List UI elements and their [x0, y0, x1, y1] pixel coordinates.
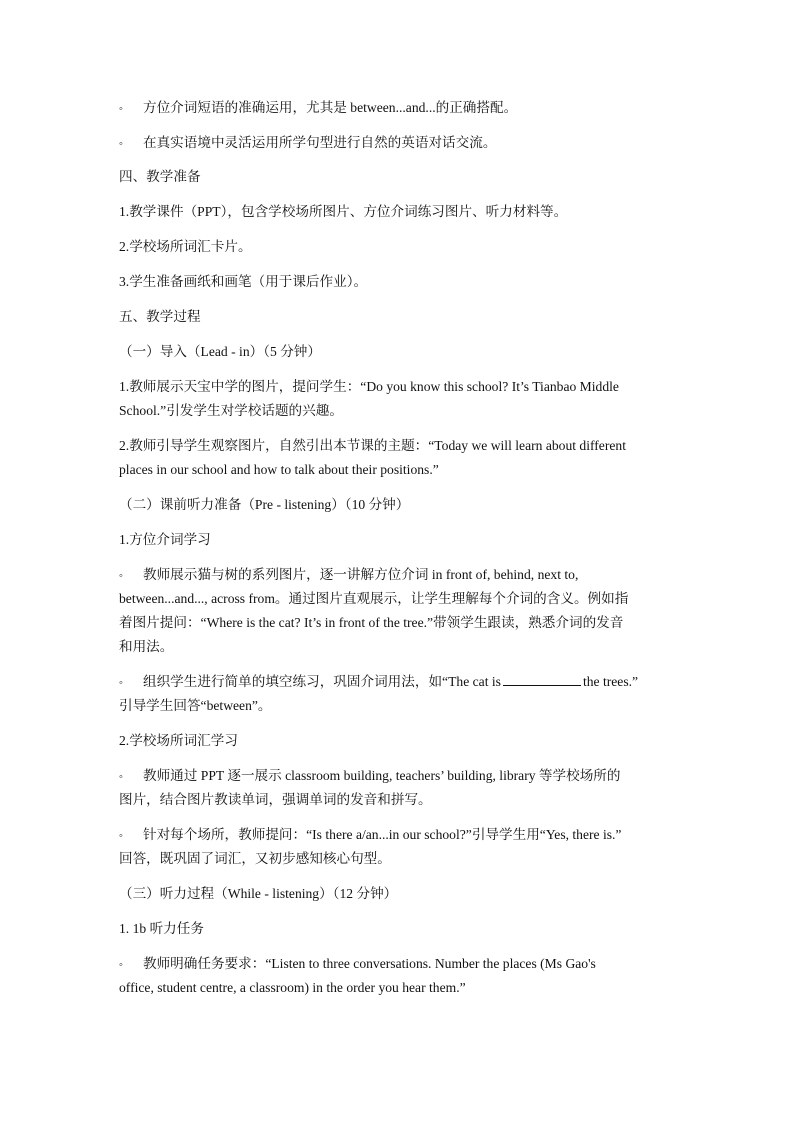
list-item [119, 764, 689, 788]
list-item [119, 670, 689, 694]
section-heading: 五、教学过程 [119, 309, 201, 324]
list-item [119, 563, 689, 587]
list-item-text: the trees.” [582, 674, 639, 689]
paragraph: 2.教师引导学生观察图片，自然引出本节课的主题：“Today we will learn about different [119, 438, 626, 453]
bullet-icon: ◦ [119, 138, 123, 150]
list-item [119, 952, 689, 976]
list-item-text: 在真实语境中灵活运用所学句型进行自然的英语对话交流。 [143, 135, 497, 150]
paragraph-heading: 2.学校场所词汇学习 [119, 733, 238, 748]
bullet-icon: ◦ [119, 771, 123, 783]
list-item-text: 教师明确任务要求：“Listen to three conversations. Number the places (Ms Gao's [143, 956, 596, 971]
bullet-icon: ◦ [119, 830, 123, 842]
list-item [119, 823, 689, 847]
paragraph: places in our school and how to talk about their positions.” [119, 462, 439, 477]
paragraph: 1.教师展示天宝中学的图片，提问学生：“Do you know this school? It’s Tianbao Middle [119, 379, 619, 394]
subsection-heading: （三）听力过程（While - listening）（12 分钟） [119, 886, 398, 901]
list-item-text: 和用法。 [119, 639, 174, 654]
list-item-text: 组织学生进行简单的填空练习，巩固介词用法，如“The cat is [143, 674, 501, 689]
bullet-icon: ◦ [119, 103, 123, 115]
paragraph-heading: 1. 1b 听力任务 [119, 921, 204, 936]
paragraph: 1.教学课件（PPT），包含学校场所图片、方位介词练习图片、听力材料等。 [119, 204, 568, 219]
list-item [119, 96, 694, 121]
list-item-text: 图片，结合图片教读单词，强调单词的发音和拼写。 [119, 792, 432, 807]
list-item-text: 教师展示猫与树的系列图片，逐一讲解方位介词 in front of, behind, next to, [143, 567, 579, 582]
list-item-text: office, student centre, a classroom) in the order you hear them.” [119, 980, 466, 995]
subsection-heading: （一）导入（Lead - in）（5 分钟） [119, 344, 321, 359]
bullet-icon: ◦ [119, 959, 123, 971]
paragraph-heading: 1.方位介词学习 [119, 532, 211, 547]
list-item [119, 131, 694, 156]
bullet-icon: ◦ [119, 677, 123, 689]
subsection-heading: （二）课前听力准备（Pre - listening）（10 分钟） [119, 497, 410, 512]
list-item-text: 回答，既巩固了词汇，又初步感知核心句型。 [119, 851, 391, 866]
list-item-text: 方位介词短语的准确运用，尤其是 between...and...的正确搭配。 [143, 100, 518, 115]
list-item-text: 教师通过 PPT 逐一展示 classroom building, teachers’ building, library 等学校场所的 [143, 768, 621, 783]
paragraph: 3.学生准备画纸和画笔（用于课后作业）。 [119, 274, 368, 289]
list-item-text: 针对每个场所，教师提问：“Is there a/an...in our school?”引导学生用“Yes, there is.” [143, 827, 622, 842]
list-item-text: 引导学生回答“between”。 [119, 698, 272, 713]
fill-in-blank [503, 673, 581, 686]
section-heading: 四、教学准备 [119, 169, 201, 184]
paragraph: School.”引发学生对学校话题的兴趣。 [119, 403, 343, 418]
list-item-text: 着图片提问：“Where is the cat? It’s in front of the tree.”带领学生跟读，熟悉介词的发音 [119, 615, 624, 630]
list-item-text: between...and..., across from。通过图片直观展示，让学生理解每个介词的含义。例如指 [119, 591, 629, 606]
paragraph: 2.学校场所词汇卡片。 [119, 239, 252, 254]
bullet-icon: ◦ [119, 570, 123, 582]
